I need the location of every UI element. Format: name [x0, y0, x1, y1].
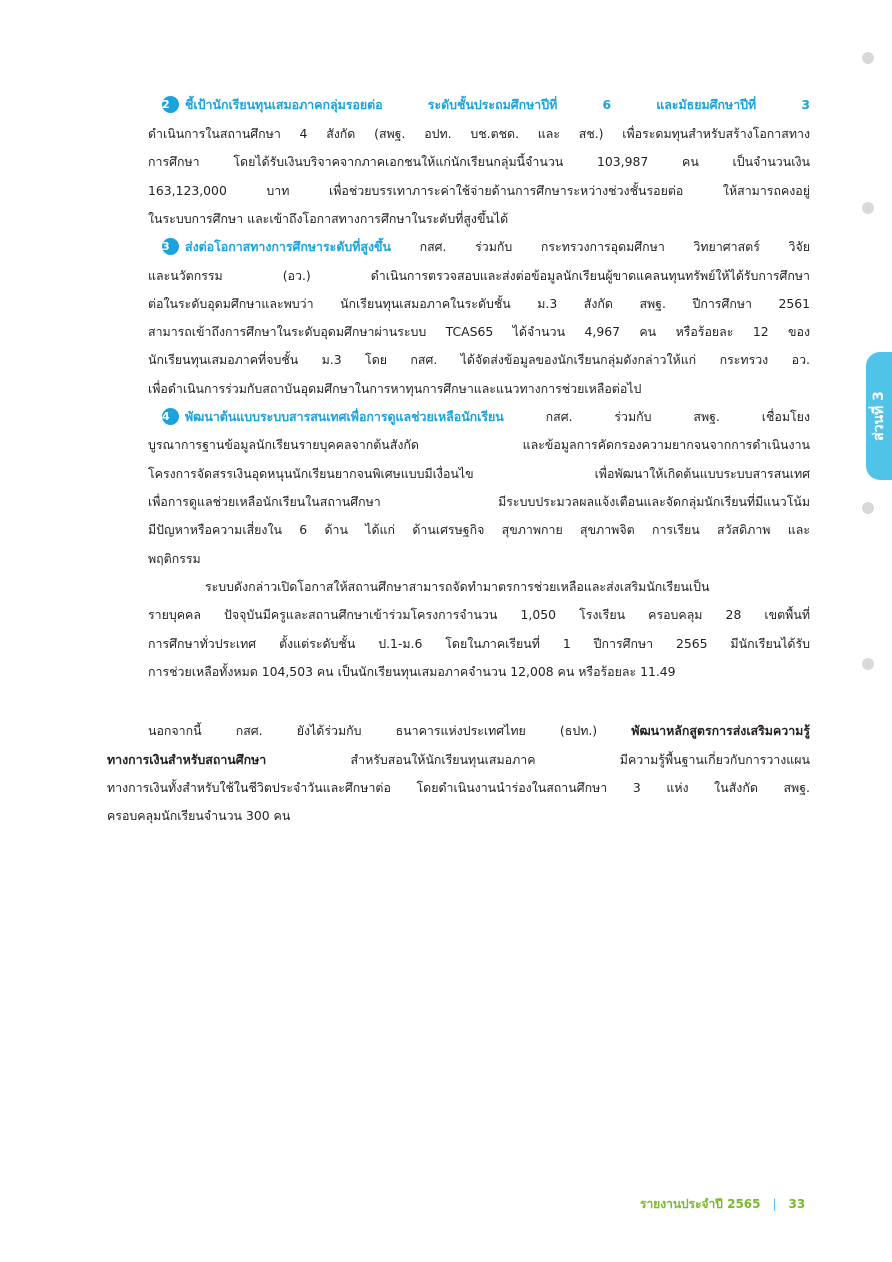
side-tab-label: ส่วนที่ 3 — [871, 391, 887, 441]
paragraph-line: โครงการจัดสรรเงินอุดหนุนนักเรียนยากจนพิเศษแบบมีเงื่อนไข เพื่อพัฒนาให้เกิดต้นแบบระบบสารสนเทศ — [148, 466, 810, 481]
paragraph-line: ในระบบการศึกษา และเข้าถึงโอกาสทางการศึกษาในระดับที่สูงขึ้นได้ — [148, 211, 509, 226]
paragraph-line: เพื่อดำเนินการร่วมกับสถาบันอุดมศึกษาในการหาทุนการศึกษาและแนวทางการช่วยเหลือต่อไป — [148, 381, 642, 396]
paragraph-line: นักเรียนทุนเสมอภาคที่จบชั้น ม.3 โดย กสศ. ได้จัดส่งข้อมูลของนักเรียนกลุ่มดังกล่าวให้แก่ กระทรวง อว. — [148, 352, 810, 367]
section-number-badge: 2 — [162, 96, 179, 113]
closing-bold-text: ทางการเงินสำหรับสถานศึกษา — [107, 752, 267, 767]
section4-heading: พัฒนาต้นแบบระบบสารสนเทศเพื่อการดูแลช่วยเหลือนักเรียน — [185, 409, 504, 424]
paragraph-line: เพื่อการดูแลช่วยเหลือนักเรียนในสถานศึกษา มีระบบประมวลผลแจ้งเตือนและจัดกลุ่มนักเรียนที่มีแนวโน้ม — [148, 494, 810, 509]
section4-heading-rest: กสศ. ร่วมกับ สพฐ. เชื่อมโยง — [545, 409, 810, 424]
footer-report-title: รายงานประจำปี 2565 — [640, 1197, 761, 1211]
page-number: 33 — [788, 1197, 806, 1211]
margin-dot — [862, 52, 874, 64]
closing-line-2 — [107, 746, 810, 774]
paragraph-line: บูรณาการฐานข้อมูลนักเรียนรายบุคคลจากต้นสังกัด และข้อมูลการคัดกรองความยากจนจากการดำเนินงาน — [148, 437, 810, 452]
closing-line-3: ทางการเงินทั้งสำหรับใช้ในชีวิตประจำวันและศึกษาต่อ โดยดำเนินงานนำร่องในสถานศึกษา 3 แห่ง ในสังกัด สพฐ. — [107, 780, 810, 795]
page-footer — [640, 1194, 805, 1214]
section3-heading-rest: กสศ. ร่วมกับ กระทรวงการอุดมศึกษา วิทยาศาสตร์ วิจัย — [419, 239, 810, 254]
closing-text: นอกจากนี้ กสศ. ยังได้ร่วมกับ ธนาคารแห่งประเทศไทย (ธปท.) — [148, 723, 598, 738]
margin-dot — [862, 202, 874, 214]
paragraph-line: ต่อในระดับอุดมศึกษาและพบว่า นักเรียนทุนเสมอภาคในระดับชั้น ม.3 สังกัด สพฐ. ปีการศึกษา 2561 — [148, 296, 810, 311]
closing-bold-text: พัฒนาหลักสูตรการส่งเสริมความรู้ — [631, 723, 810, 738]
section2-heading: ชี้เป้านักเรียนทุนเสมอภาคกลุ่มรอยต่อ ระดับชั้นประถมศึกษาปีที่ 6 และมัธยมศึกษาปีที่ 3 — [185, 97, 810, 112]
paragraph-line: สามารถเข้าถึงการศึกษาในระดับอุดมศึกษาผ่านระบบ TCAS65 ได้จำนวน 4,967 คน หรือร้อยละ 12 ของ — [148, 324, 810, 339]
paragraph-line: ระบบดังกล่าวเปิดโอกาสให้สถานศึกษาสามารถจัดทำมาตรการช่วยเหลือและส่งเสริมนักเรียนเป็น — [205, 579, 710, 594]
closing-line-4: ครอบคลุมนักเรียนจำนวน 300 คน — [107, 808, 291, 823]
paragraph-line: การศึกษา โดยได้รับเงินบริจาคจากภาคเอกชนให้แก่นักเรียนกลุ่มนี้จำนวน 103,987 คน เป็นจำนวนเงิน — [148, 154, 810, 169]
section-side-tab — [866, 352, 892, 480]
paragraph-line: การศึกษาทั่วประเทศ ตั้งแต่ระดับชั้น ป.1-ม.6 โดยในภาคเรียนที่ 1 ปีการศึกษา 2565 มีนักเรียนได้รับ — [148, 636, 810, 651]
section3-heading-line — [162, 233, 810, 261]
section4-heading-line — [162, 403, 810, 431]
section2-heading-line — [162, 91, 810, 119]
section-number-badge: 3 — [162, 238, 179, 255]
footer-separator: | — [772, 1197, 777, 1211]
closing-line-1 — [148, 717, 810, 745]
paragraph-line: การช่วยเหลือทั้งหมด 104,503 คน เป็นนักเรียนทุนเสมอภาคจำนวน 12,008 คน หรือร้อยละ 11.49 — [148, 664, 676, 679]
paragraph-line: มีปัญหาหรือความเสี่ยงใน 6 ด้าน ได้แก่ ด้านเศรษฐกิจ สุขภาพกาย สุขภาพจิต การเรียน สวัสดิภาพ และ — [148, 522, 810, 537]
section3-heading: ส่งต่อโอกาสทางการศึกษาระดับที่สูงขึ้น — [185, 239, 391, 254]
closing-text: สำหรับสอนให้นักเรียนทุนเสมอภาค มีความรู้พื้นฐานเกี่ยวกับการวางแผน — [350, 752, 810, 767]
paragraph-line: ดำเนินการในสถานศึกษา 4 สังกัด (สพฐ. อปท. บช.ตชด. และ สช.) เพื่อระดมทุนสำหรับสร้างโอกาสทาง — [148, 126, 810, 141]
margin-dot — [862, 658, 874, 670]
margin-dot — [862, 502, 874, 514]
paragraph-line: รายบุคคล ปัจจุบันมีครูและสถานศึกษาเข้าร่วมโครงการจำนวน 1,050 โรงเรียน ครอบคลุม 28 เขตพื้นที่ — [148, 607, 810, 622]
section-number-badge: 4 — [162, 408, 179, 425]
paragraph-line: และนวัตกรรม (อว.) ดำเนินการตรวจสอบและส่งต่อข้อมูลนักเรียนผู้ขาดแคลนทุนทรัพย์ให้ได้รับการศึกษา — [148, 268, 810, 283]
paragraph-line: พฤติกรรม — [148, 551, 201, 566]
paragraph-line: 163,123,000 บาท เพื่อช่วยบรรเทาภาระค่าใช้จ่ายด้านการศึกษาระหว่างช่วงชั้นรอยต่อ ให้สามารถคงอยู่ — [148, 183, 810, 198]
